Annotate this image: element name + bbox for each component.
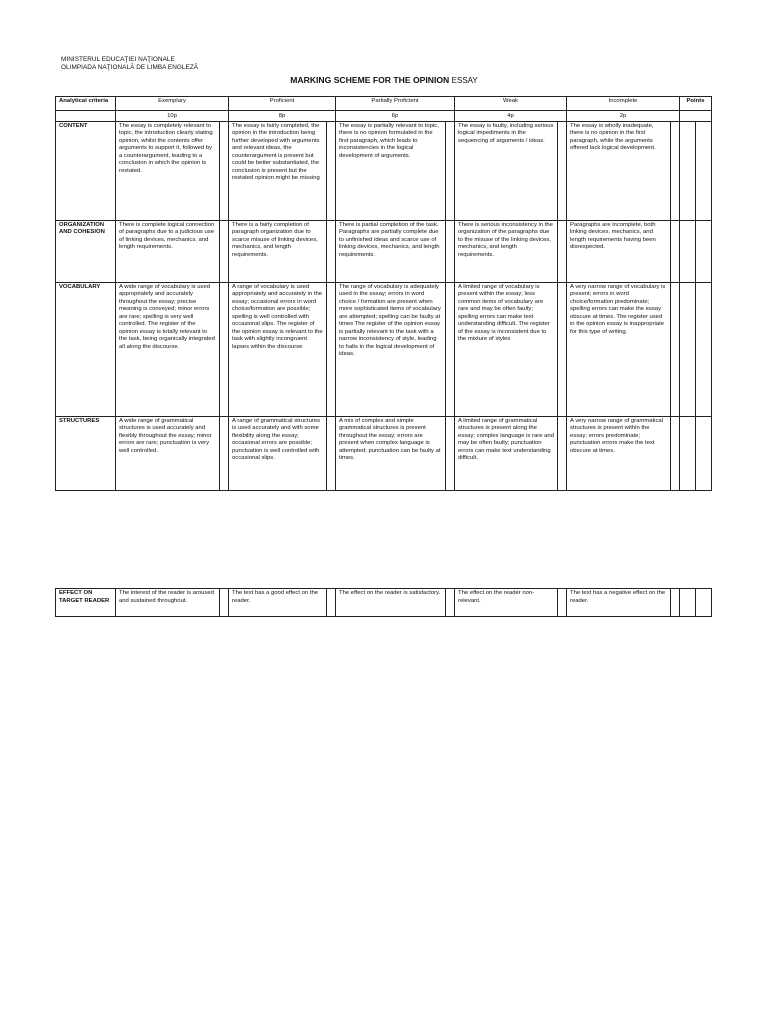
points-2: 2p bbox=[567, 111, 680, 122]
ministry-line: MINISTERUL EDUCAŢIEI NAŢIONALE bbox=[61, 56, 175, 63]
points-blank bbox=[680, 111, 712, 122]
criterion-content: CONTENT bbox=[56, 121, 116, 220]
effect-exemplary: The interest of the reader is aroused and sustained throughout. bbox=[116, 589, 220, 617]
structures-exemplary: A wide range of grammatical structures is used accurately and flexibly throughout the essay; minor errors are rare; punctuation is very well controlled. bbox=[116, 416, 220, 490]
points-cell bbox=[696, 416, 712, 490]
score-box bbox=[327, 416, 336, 490]
organization-incomplete: Paragraphs are incomplete, both linking devices, mechanics, and length requirements having been disrespected. bbox=[567, 220, 671, 282]
score-box bbox=[558, 589, 567, 617]
criterion-vocabulary: VOCABULARY bbox=[56, 282, 116, 416]
organization-exemplary: There is complete logical connection of paragraphs due to a judicious use of linking devices, mechanics, and length requirements. bbox=[116, 220, 220, 282]
structures-incomplete: A very narrow range of grammatical structures is present within the essay; errors predominate; punctuation errors make the text obscure at times. bbox=[567, 416, 671, 490]
criterion-structures: STRUCTURES bbox=[56, 416, 116, 490]
score-box bbox=[446, 121, 455, 220]
criterion-organization: ORGANIZATION AND COHESION bbox=[56, 220, 116, 282]
points-cell bbox=[680, 282, 696, 416]
weak-header: Weak bbox=[455, 97, 567, 111]
score-box bbox=[671, 121, 680, 220]
points-cell bbox=[696, 282, 712, 416]
score-box bbox=[671, 282, 680, 416]
score-box bbox=[327, 121, 336, 220]
points-header: Points bbox=[680, 97, 712, 111]
score-box bbox=[558, 121, 567, 220]
score-box bbox=[327, 282, 336, 416]
vocabulary-exemplary: A wide range of vocabulary is used appropriately and accurately throughout the essay; precise meaning is conveyed; minor errors are rare; spelling is very well controlled. The register of the opinion essay is totally relevant to the task, being organically integrated all along the discourse. bbox=[116, 282, 220, 416]
points-cell bbox=[696, 121, 712, 220]
effect-on-reader-table bbox=[55, 588, 712, 617]
score-box bbox=[558, 220, 567, 282]
marking-scheme-table bbox=[55, 96, 712, 491]
structures-partial: A mix of complex and simple grammatical structures is present throughout the essay; errors are present when complex language is attempted; punctuation can be faulty at times. bbox=[336, 416, 446, 490]
structures-weak: A limited range of grammatical structures is present along the essay; complex language is rare and may be often faulty; punctuation errors can make text understanding difficult. bbox=[455, 416, 558, 490]
title-essay: ESSAY bbox=[451, 76, 478, 85]
score-box bbox=[327, 589, 336, 617]
olympiad-line: OLIMPIADA NAŢIONALĂ DE LIMBA ENGLEZĂ bbox=[61, 64, 199, 71]
organization-row bbox=[56, 220, 712, 282]
proficient-header: Proficient bbox=[229, 97, 336, 111]
score-box bbox=[220, 282, 229, 416]
effect-incomplete: The text has a negative effect on the reader. bbox=[567, 589, 671, 617]
organization-proficient: There is a fairly completion of paragraph organization due to scarce misuse of linking devices, mechanics, and length requirements. bbox=[229, 220, 327, 282]
points-row-blank bbox=[56, 111, 116, 122]
effect-proficient: The text has a good effect on the reader. bbox=[229, 589, 327, 617]
score-box bbox=[327, 220, 336, 282]
content-proficient: The essay is fairly completed, the opinion in the introduction being further developed with arguments and relevant ideas, the counterargument is present but could be better substantiated, the conclusion is present but the restated opinion might be missing bbox=[229, 121, 327, 220]
score-box bbox=[220, 121, 229, 220]
points-8: 8p bbox=[229, 111, 336, 122]
score-box bbox=[446, 282, 455, 416]
score-box bbox=[220, 220, 229, 282]
vocabulary-incomplete: A very narrow range of vocabulary is present; errors in word choice/formation predominate; spelling errors can make the essay obscure at times. The register used in the opinion essay is inappropriate for this type of writing. bbox=[567, 282, 671, 416]
score-box bbox=[220, 416, 229, 490]
document-title bbox=[0, 75, 768, 85]
criterion-effect: EFFECT ON TARGET READER bbox=[56, 589, 116, 617]
header-row bbox=[56, 97, 712, 111]
content-weak: The essay is faulty, including serious logical impediments in the sequencing of arguments / ideas. bbox=[455, 121, 558, 220]
criteria-header: Analytical criteria bbox=[56, 97, 116, 111]
partially-proficient-header: Partially Proficient bbox=[336, 97, 455, 111]
score-box bbox=[671, 220, 680, 282]
structures-proficient: A range of grammatical structures is used accurately and with some flexibility along the essay; occasional errors are possible; punctuation is well controlled with occasional slips. bbox=[229, 416, 327, 490]
score-box bbox=[446, 220, 455, 282]
incomplete-header: Incomplete bbox=[567, 97, 680, 111]
score-box bbox=[558, 282, 567, 416]
content-incomplete: The essay is wholly inadequate, there is no opinion in the first paragraph, while the arguments offered lack logical development. bbox=[567, 121, 671, 220]
score-box bbox=[671, 416, 680, 490]
points-row bbox=[56, 111, 712, 122]
points-cell bbox=[696, 589, 712, 617]
points-cell bbox=[680, 416, 696, 490]
content-partial: The essay is partially relevant to topic, there is no opinion formulated in the first paragraph, which leads to inconsistencies in the logical development of arguments. bbox=[336, 121, 446, 220]
points-cell bbox=[680, 121, 696, 220]
points-cell bbox=[696, 220, 712, 282]
points-6: 6p bbox=[336, 111, 455, 122]
organization-weak: There is serious inconsistency in the organization of the paragraphs due to the misuse of the linking devices, mechanics, and length requirements. bbox=[455, 220, 558, 282]
title-main: MARKING SCHEME FOR THE OPINION bbox=[290, 75, 450, 85]
vocabulary-partial: The range of vocabulary is adequately used in the essay; errors in word choice / formation are present when more sophisticated items of vocabulary are attempted; spelling can be faulty at times The register of the opinion essay is partially relevant to the task with a narrow inconsistency of style, leading to halts in the logical development of ideas. bbox=[336, 282, 446, 416]
score-box bbox=[220, 589, 229, 617]
score-box bbox=[558, 416, 567, 490]
organization-partial: There is partial completion of the task. Paragraphs are partially complete due to unfinished ideas and scarce use of linking devices, mechanics, and length requirements. bbox=[336, 220, 446, 282]
effect-partial: The effect on the reader is satisfactory. bbox=[336, 589, 446, 617]
effect-weak: The effect on the reader non-relevant. bbox=[455, 589, 558, 617]
points-4: 4p bbox=[455, 111, 567, 122]
points-cell bbox=[680, 589, 696, 617]
content-row bbox=[56, 121, 712, 220]
score-box bbox=[446, 416, 455, 490]
score-box bbox=[446, 589, 455, 617]
content-exemplary: The essay is completely relevant to topic, the introduction clearly stating opinion, whilst the contents offer arguments to support it, followed by a counterargument, leading to a conclusion in which the opinion is restated. bbox=[116, 121, 220, 220]
vocabulary-weak: A limited range of vocabulary is present within the essay; less common items of vocabulary are rare and may be often faulty; spelling errors can make text understanding difficult. The register of the essay is inconsistent due to the mixture of styles bbox=[455, 282, 558, 416]
exemplary-header: Exemplary bbox=[116, 97, 229, 111]
points-cell bbox=[680, 220, 696, 282]
vocabulary-row bbox=[56, 282, 712, 416]
structures-row bbox=[56, 416, 712, 490]
effect-row bbox=[56, 589, 712, 617]
points-10: 10p bbox=[116, 111, 229, 122]
score-box bbox=[671, 589, 680, 617]
vocabulary-proficient: A range of vocabulary is used appropriately and accurately in the essay; occasional errors in word choice/formation are possible; spelling is well controlled with occasional slips. The register of the opinion essay is relevant to the task with slightly incongruent lapses within the discourse bbox=[229, 282, 327, 416]
